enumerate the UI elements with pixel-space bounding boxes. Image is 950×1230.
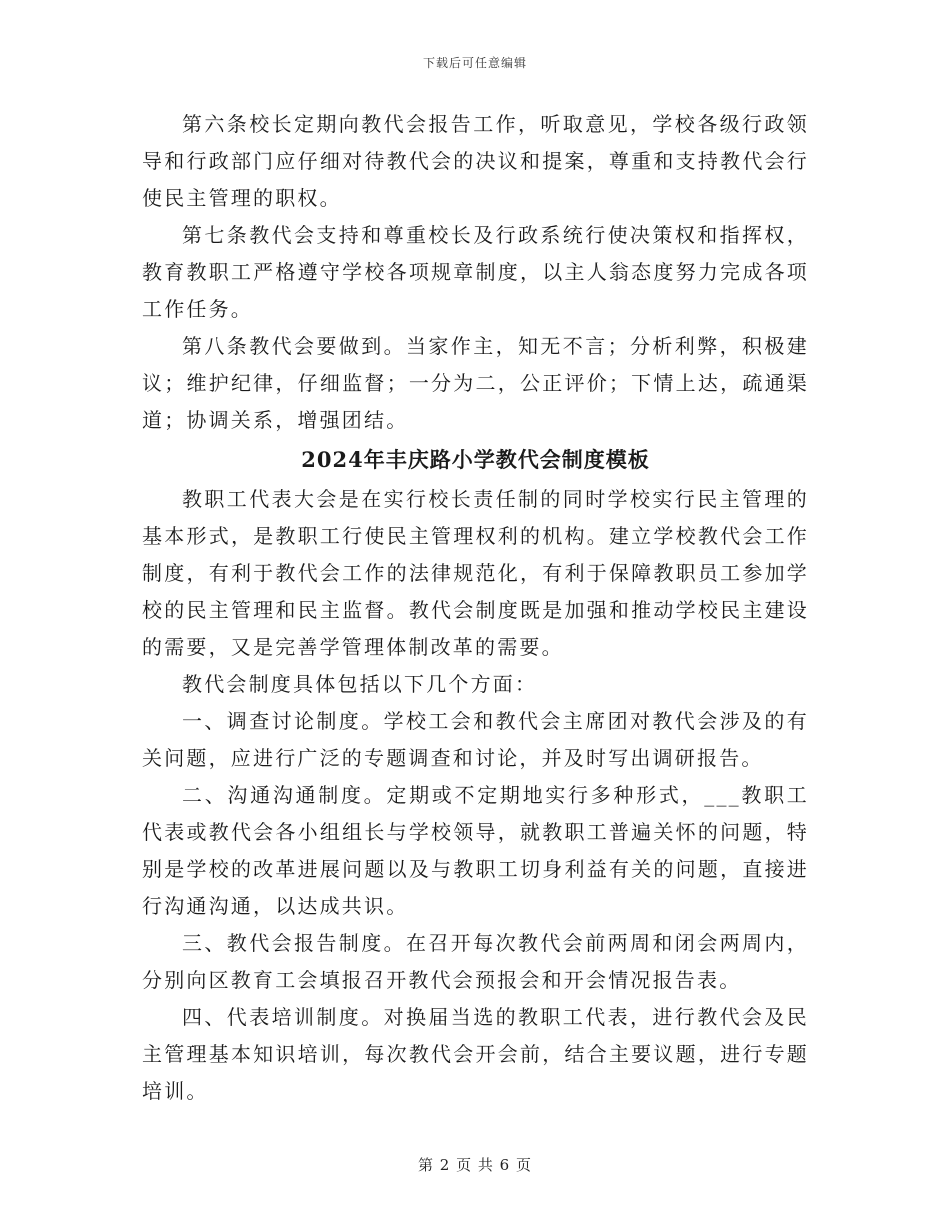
page-number-footer: 第 2 页 共 6 页: [418, 1156, 532, 1174]
paragraph-item-1: 一、调查讨论制度。学校工会和教代会主席团对教代会涉及的有关问题，应进行广泛的专题调查和讨论，并及时写出调研报告。: [142, 709, 809, 770]
paragraph-item-2: 二、沟通沟通制度。定期或不定期地实行多种形式，___教职工代表或教代会各小组组长与学校领导，就教职工普遍关怀的问题，特别是学校的改革进展问题以及与教职工切身利益有关的问题，直接进行沟通沟通，以达成共识。: [142, 783, 809, 918]
paragraph-aspects-lead: 教代会制度具体包括以下几个方面：: [182, 672, 538, 696]
paragraph-item-4: 四、代表培训制度。对换届当选的教职工代表，进行教代会及民主管理基本知识培训，每次教代会开会前，结合主要议题，进行专题培训。: [142, 1005, 809, 1103]
paragraph-article-6: 第六条校长定期向教代会报告工作，听取意见，学校各级行政领导和行政部门应仔细对待教代会的决议和提案，尊重和支持教代会行使民主管理的职权。: [142, 112, 809, 210]
paragraph-item-3: 三、教代会报告制度。在召开每次教代会前两周和闭会两周内，分别向区教育工会填报召开教代会预报会和开会情况报告表。: [142, 931, 809, 992]
paragraph-article-8: 第八条教代会要做到。当家作主，知无不言；分析利弊，积极建议；维护纪律，仔细监督；一分为二，公正评价；下情上达，疏通渠道；协调关系，增强团结。: [142, 334, 809, 432]
paragraph-intro: 教职工代表大会是在实行校长责任制的同时学校实行民主管理的基本形式，是教职工行使民主管理权利的机构。建立学校教代会工作制度，有利于教代会工作的法律规范化，有利于保障教职员工参加学校的民主管理和民主监督。教代会制度既是加强和推动学校民主建设的需要，又是完善学管理体制改革的需要。: [142, 487, 809, 659]
paragraph-article-7: 第七条教代会支持和尊重校长及行政系统行使决策权和指挥权，教育教职工严格遵守学校各项规章制度，以主人翁态度努力完成各项工作任务。: [142, 223, 809, 321]
document-body: [142, 106, 809, 1110]
page-header-note: 下载后可任意编辑: [422, 56, 527, 70]
document-title: 2024年丰庆路小学教代会制度模板: [301, 447, 650, 472]
